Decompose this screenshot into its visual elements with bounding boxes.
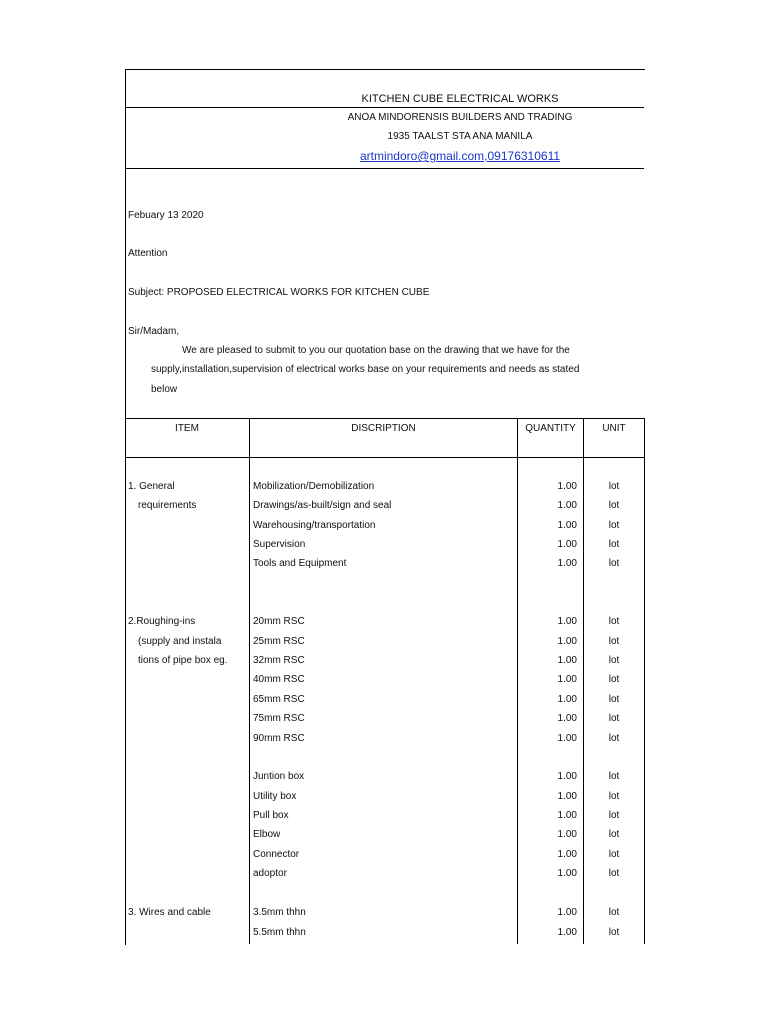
row-unit: lot bbox=[608, 655, 620, 666]
row-description: 90mm RSC bbox=[253, 733, 305, 744]
row-quantity: 1.00 bbox=[557, 733, 577, 744]
row-description: adoptor bbox=[253, 868, 287, 879]
row-quantity: 1.00 bbox=[557, 481, 577, 492]
row-description: Tools and Equipment bbox=[253, 558, 347, 569]
letter-body-line-2: supply,installation,supervision of electrical works base on your requirements and needs as stated bbox=[151, 364, 580, 375]
row-quantity: 1.00 bbox=[557, 927, 577, 938]
header-divider-1 bbox=[125, 107, 644, 108]
item-general-line-2: requirements bbox=[138, 500, 197, 511]
row-description: Drawings/as-built/sign and seal bbox=[253, 500, 392, 511]
letter-subject: Subject: PROPOSED ELECTRICAL WORKS FOR KITCHEN CUBE bbox=[128, 287, 430, 298]
row-description: Warehousing/transportation bbox=[253, 520, 376, 531]
row-unit: lot bbox=[608, 907, 620, 918]
row-description: Juntion box bbox=[253, 771, 305, 782]
header-divider-2 bbox=[125, 168, 644, 169]
row-unit: lot bbox=[608, 674, 620, 685]
row-unit: lot bbox=[608, 810, 620, 821]
row-unit: lot bbox=[608, 558, 620, 569]
letter-salutation: Sir/Madam, bbox=[128, 326, 180, 337]
row-unit: lot bbox=[608, 791, 620, 802]
row-unit: lot bbox=[608, 694, 620, 705]
letter-body-line-3: below bbox=[151, 384, 178, 395]
row-quantity: 1.00 bbox=[557, 868, 577, 879]
table-col-divider-item bbox=[249, 418, 250, 944]
row-description: 40mm RSC bbox=[253, 674, 305, 685]
column-header-unit: UNIT bbox=[602, 423, 626, 434]
row-unit: lot bbox=[608, 500, 620, 511]
company-address: 1935 TAALST STA ANA MANILA bbox=[387, 131, 533, 142]
company-name: ANOA MINDORENSIS BUILDERS AND TRADING bbox=[347, 112, 573, 123]
row-quantity: 1.00 bbox=[557, 810, 577, 821]
row-quantity: 1.00 bbox=[557, 558, 577, 569]
row-unit: lot bbox=[608, 636, 620, 647]
row-description: Connector bbox=[253, 849, 300, 860]
row-unit: lot bbox=[608, 771, 620, 782]
table-col-divider-desc bbox=[517, 418, 518, 944]
row-quantity: 1.00 bbox=[557, 791, 577, 802]
table-top-border bbox=[125, 418, 645, 419]
row-quantity: 1.00 bbox=[557, 713, 577, 724]
row-description: Mobilization/Demobilization bbox=[253, 481, 375, 492]
row-quantity: 1.00 bbox=[557, 674, 577, 685]
row-description: 32mm RSC bbox=[253, 655, 305, 666]
row-unit: lot bbox=[608, 539, 620, 550]
document-title: KITCHEN CUBE ELECTRICAL WORKS bbox=[361, 93, 559, 105]
row-description: Elbow bbox=[253, 829, 281, 840]
row-unit: lot bbox=[608, 733, 620, 744]
row-quantity: 1.00 bbox=[557, 849, 577, 860]
row-description: Supervision bbox=[253, 539, 306, 550]
row-quantity: 1.00 bbox=[557, 636, 577, 647]
row-unit: lot bbox=[608, 616, 620, 627]
row-quantity: 1.00 bbox=[557, 829, 577, 840]
row-unit: lot bbox=[608, 713, 620, 724]
row-quantity: 1.00 bbox=[557, 539, 577, 550]
row-description: 3.5mm thhn bbox=[253, 907, 306, 918]
letter-body-line-1: We are pleased to submit to you our quotation base on the drawing that we have for the bbox=[182, 345, 570, 356]
row-unit: lot bbox=[608, 927, 620, 938]
column-header-description: DISCRIPTION bbox=[351, 423, 416, 434]
letter-attention: Attention bbox=[128, 248, 168, 259]
row-quantity: 1.00 bbox=[557, 500, 577, 511]
row-description: 75mm RSC bbox=[253, 713, 305, 724]
row-description: Utility box bbox=[253, 791, 297, 802]
item-general-line-1: 1. General bbox=[128, 481, 175, 492]
table-header-bottom-border bbox=[125, 457, 645, 458]
row-description: 65mm RSC bbox=[253, 694, 305, 705]
row-quantity: 1.00 bbox=[557, 655, 577, 666]
row-quantity: 1.00 bbox=[557, 907, 577, 918]
row-description: 25mm RSC bbox=[253, 636, 305, 647]
column-header-quantity: QUANTITY bbox=[525, 423, 576, 434]
row-unit: lot bbox=[608, 849, 620, 860]
row-description: Pull box bbox=[253, 810, 289, 821]
item-roughing-line-1: 2.Roughing-ins bbox=[128, 616, 196, 627]
row-unit: lot bbox=[608, 829, 620, 840]
table-right-border bbox=[644, 418, 645, 944]
item-roughing-line-3: tions of pipe box eg. bbox=[138, 655, 228, 666]
row-quantity: 1.00 bbox=[557, 520, 577, 531]
row-unit: lot bbox=[608, 868, 620, 879]
row-unit: lot bbox=[608, 520, 620, 531]
row-quantity: 1.00 bbox=[557, 694, 577, 705]
column-header-item: ITEM bbox=[175, 423, 199, 434]
row-quantity: 1.00 bbox=[557, 616, 577, 627]
row-unit: lot bbox=[608, 481, 620, 492]
row-description: 5.5mm thhn bbox=[253, 927, 306, 938]
letter-date: Febuary 13 2020 bbox=[128, 210, 204, 221]
row-description: 20mm RSC bbox=[253, 616, 305, 627]
item-wires-line-1: 3. Wires and cable bbox=[128, 907, 211, 918]
contact-link[interactable]: artmindoro@gmail.com,09176310611 bbox=[359, 149, 561, 163]
row-quantity: 1.00 bbox=[557, 771, 577, 782]
item-roughing-line-2: (supply and instala bbox=[138, 636, 222, 647]
